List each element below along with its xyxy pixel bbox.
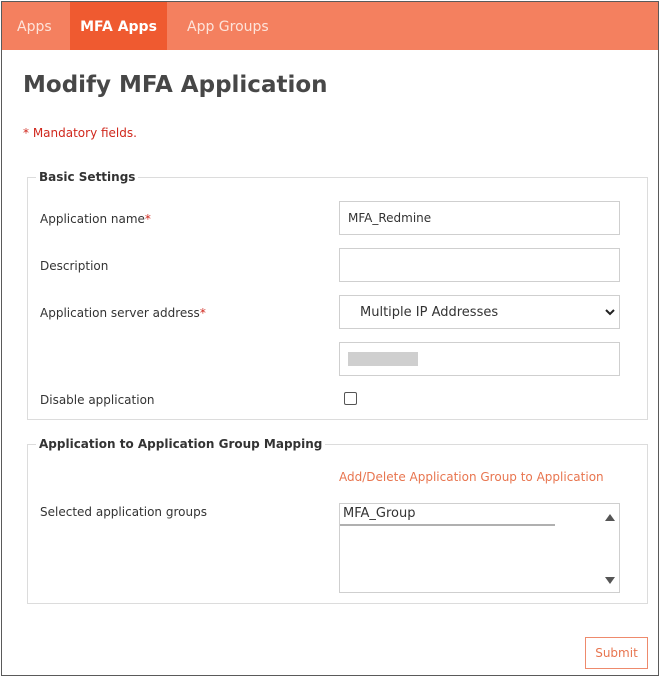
add-delete-group-link[interactable]: Add/Delete Application Group to Application <box>339 470 604 484</box>
description-label: Description <box>40 259 109 273</box>
scroll-up-icon[interactable] <box>604 512 616 522</box>
server-address-label: Application server address* <box>40 306 206 320</box>
app-name-label: Application name* <box>40 212 151 226</box>
description-input[interactable] <box>339 248 620 282</box>
server-address-select[interactable] <box>339 295 620 329</box>
required-mark: * <box>199 306 206 320</box>
tab-app-groups[interactable]: App Groups <box>187 19 269 35</box>
group-mapping-legend: Application to Application Group Mapping <box>39 437 323 451</box>
ip-address-input[interactable] <box>339 342 620 376</box>
mandatory-note: * Mandatory fields. <box>23 126 137 140</box>
selected-groups-label: Selected application groups <box>40 505 207 519</box>
tab-mfa-apps[interactable]: MFA Apps <box>70 2 167 50</box>
tab-apps[interactable]: Apps <box>17 19 52 35</box>
selected-groups-listbox[interactable] <box>339 503 620 593</box>
page-title: Modify MFA Application <box>23 72 328 98</box>
top-tab-bar <box>2 2 658 50</box>
scroll-down-icon[interactable] <box>604 576 616 586</box>
basic-settings-legend: Basic Settings <box>39 170 136 184</box>
chevron-down-icon <box>605 307 615 317</box>
disable-app-checkbox[interactable] <box>344 392 357 405</box>
list-item[interactable]: MFA_Group <box>340 504 555 526</box>
app-frame <box>1 1 659 676</box>
app-name-input[interactable] <box>339 201 620 235</box>
required-mark: * <box>144 212 151 226</box>
disable-app-label: Disable application <box>40 393 155 407</box>
submit-button[interactable]: Submit <box>585 637 648 669</box>
server-address-selected-value: Multiple IP Addresses <box>360 305 499 320</box>
redacted-ip-value <box>348 352 418 366</box>
